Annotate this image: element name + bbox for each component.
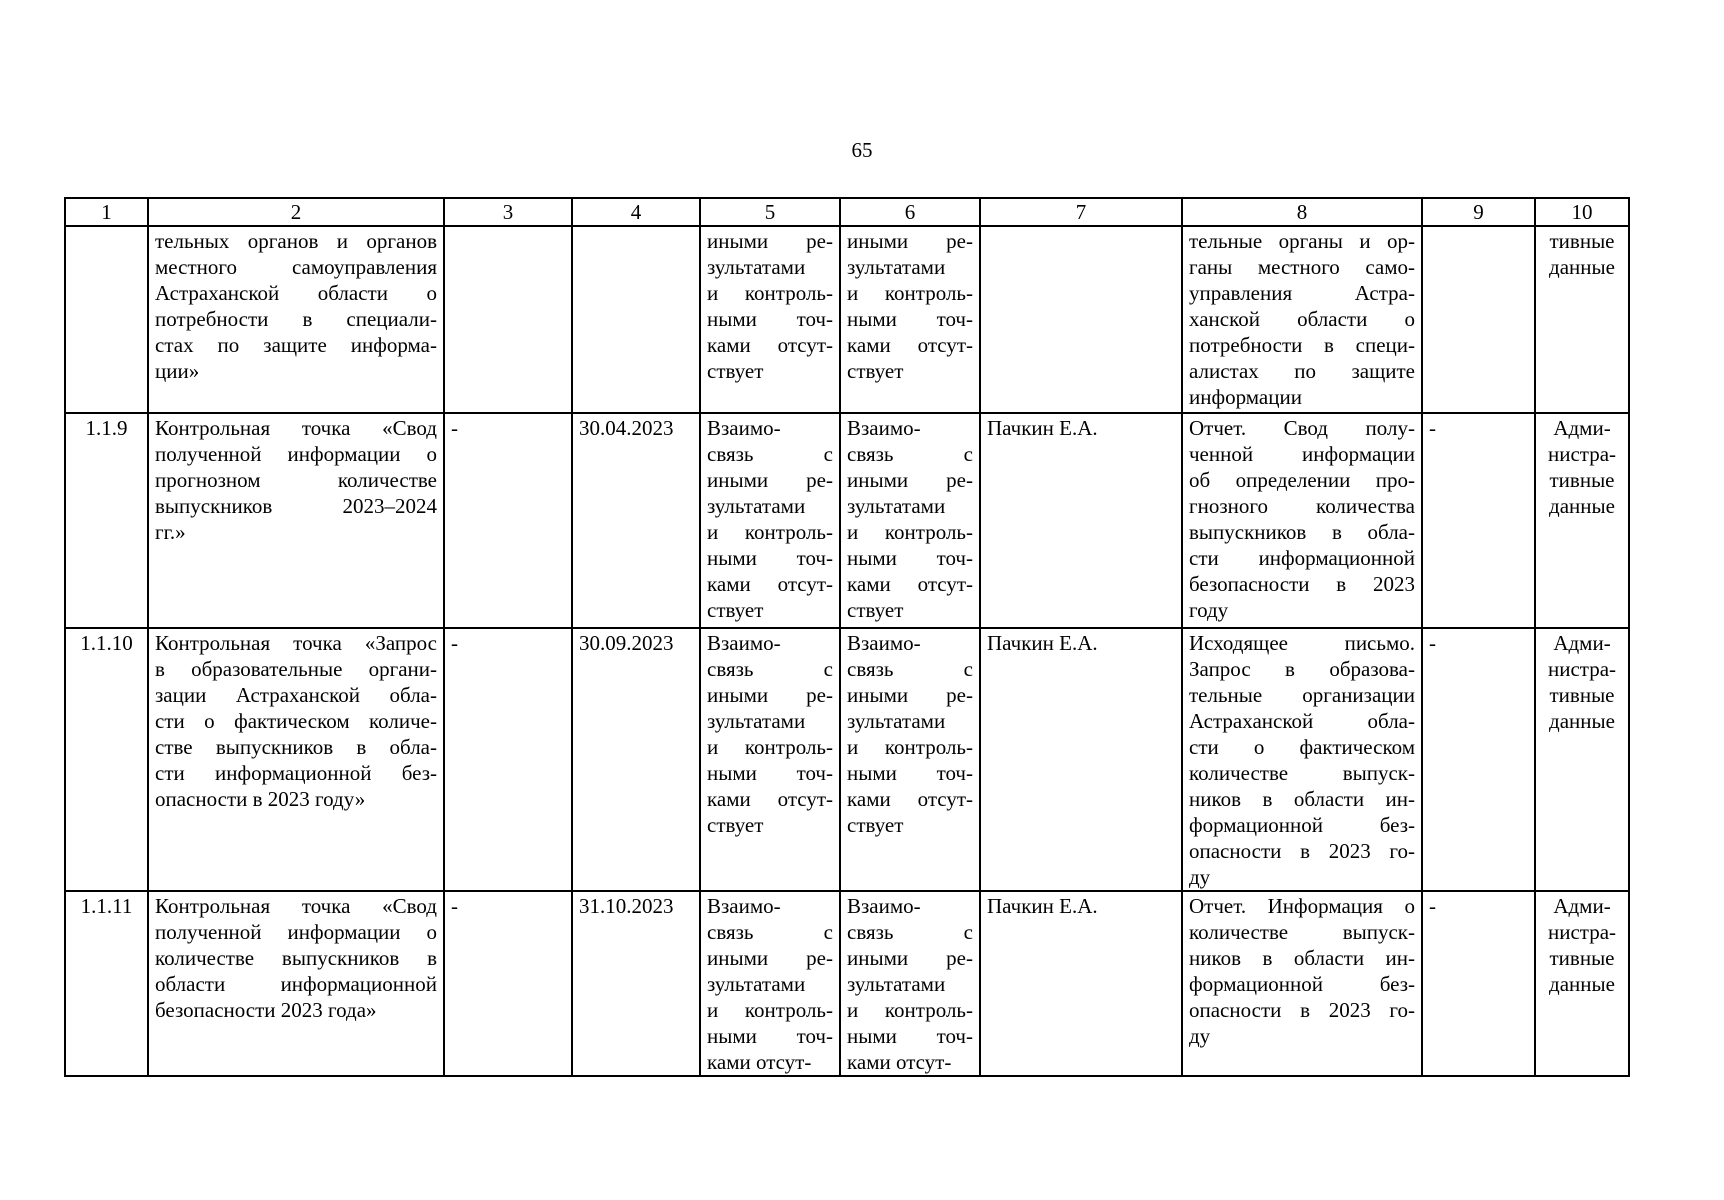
cell-text-line: тельные органы и ор- <box>1189 229 1415 253</box>
cell-text-line: ными точ- <box>847 1024 973 1048</box>
cell-text-line: связь с <box>707 442 833 466</box>
cell-text-line: стах по защите информа- <box>155 333 437 357</box>
cell-text-line: и контроль- <box>847 998 973 1022</box>
cell-text-line: Астраханской обла- <box>1189 709 1415 733</box>
page-number: 65 <box>851 138 873 162</box>
cell-text-line: ников в области ин- <box>1189 787 1415 811</box>
cell-text-line: Запрос в образова- <box>1189 657 1415 681</box>
column-9-cell: - <box>1422 891 1535 1076</box>
cell-text-line: тельных органов и органов <box>155 229 437 253</box>
cell-text-line: ными точ- <box>847 761 973 785</box>
item-number-cell: 1.1.10 <box>65 628 148 891</box>
cell-text-line: Взаимо- <box>847 416 921 440</box>
cell-text-line: Отчет. Информация о <box>1189 894 1415 918</box>
responsible-cell: Пачкин Е.А. <box>980 413 1182 628</box>
source-cell <box>1535 413 1629 628</box>
result-cell <box>1182 413 1422 628</box>
cell-text-line: тивные <box>1549 229 1615 253</box>
cell-text-line: количестве выпуск- <box>1189 761 1415 785</box>
cell-text-line: количестве выпускников в <box>155 946 437 970</box>
cell-text-line: связь с <box>707 657 833 681</box>
cell-text-line: иными ре- <box>847 468 973 492</box>
cell-text-line: Взаимо- <box>847 631 921 655</box>
cell-text-line: ками отсут- <box>707 333 833 357</box>
cell-text-line: тельные организации <box>1189 683 1415 707</box>
date-cell: 31.10.2023 <box>572 891 700 1076</box>
cell-text-line: алистах по защите <box>1189 359 1415 383</box>
item-name-cell <box>148 891 444 1076</box>
cell-text-line: и контроль- <box>707 998 833 1022</box>
column-9-cell: - <box>1422 628 1535 891</box>
cell-text-line: зультатами <box>847 494 946 518</box>
cell-text-line: иными ре- <box>847 229 973 253</box>
cell-text-line: местного самоуправления <box>155 255 437 279</box>
relation-cell <box>700 413 840 628</box>
cell-text-line: ствует <box>707 813 764 837</box>
column-header: 2 <box>148 198 444 226</box>
cell-text-line: формационной без- <box>1189 972 1415 996</box>
cell-text-line: Взаимо- <box>847 894 921 918</box>
cell-text-line: ганы местного само- <box>1189 255 1415 279</box>
column-header: 3 <box>444 198 572 226</box>
source-cell <box>1535 226 1629 413</box>
cell-text-line: ствует <box>847 598 904 622</box>
column-header: 10 <box>1535 198 1629 226</box>
item-number-cell: 1.1.9 <box>65 413 148 628</box>
cell-text-line: ченной информации <box>1189 442 1415 466</box>
cell-text-line: ствует <box>707 359 764 383</box>
cell-text-line: связь с <box>847 920 973 944</box>
cell-text-line: и контроль- <box>847 735 973 759</box>
cell-text-line: об определении про- <box>1189 468 1415 492</box>
relation-cell <box>840 891 980 1076</box>
cell-text-line: данные <box>1549 972 1615 996</box>
item-name-cell <box>148 628 444 891</box>
cell-text-line: ствует <box>847 813 904 837</box>
column-header: 9 <box>1422 198 1535 226</box>
cell-text-line: выпускников в обла- <box>1189 520 1415 544</box>
cell-text-line: Адми- <box>1553 631 1611 655</box>
column-header: 4 <box>572 198 700 226</box>
cell-text-line: иными ре- <box>707 468 833 492</box>
cell-text-line: выпускников 2023–2024 <box>155 494 437 518</box>
cell-text-line: тивные <box>1549 468 1615 492</box>
cell-text-line: ду <box>1189 1024 1211 1048</box>
column-3-cell <box>444 226 572 413</box>
cell-text-line: связь с <box>847 657 973 681</box>
cell-text-line: зультатами <box>707 972 806 996</box>
column-3-cell: - <box>444 628 572 891</box>
cell-text-line: области информационной <box>155 972 437 996</box>
column-9-cell: - <box>1422 413 1535 628</box>
cell-text-line: зультатами <box>707 709 806 733</box>
cell-text-line: иными ре- <box>707 229 833 253</box>
cell-text-line: тивные <box>1549 683 1615 707</box>
cell-text-line: иными ре- <box>847 946 973 970</box>
cell-text-line: сти о фактическом количе- <box>155 709 437 733</box>
cell-text-line: формационной без- <box>1189 813 1415 837</box>
cell-text-line: полученной информации о <box>155 920 437 944</box>
cell-text-line: Отчет. Свод полу- <box>1189 416 1415 440</box>
cell-text-line: ными точ- <box>847 307 973 331</box>
table-row <box>65 413 1629 628</box>
cell-text-line: Астраханской области о <box>155 281 437 305</box>
relation-cell <box>700 226 840 413</box>
item-number-cell: 1.1.11 <box>65 891 148 1076</box>
cell-text-line: ными точ- <box>707 307 833 331</box>
cell-text-line: зультатами <box>707 494 806 518</box>
cell-text-line: данные <box>1549 255 1615 279</box>
column-3-cell: - <box>444 891 572 1076</box>
cell-text-line: ции» <box>155 359 200 383</box>
result-cell <box>1182 628 1422 891</box>
cell-text-line: сти информационной без- <box>155 761 437 785</box>
cell-text-line: Контрольная точка «Свод <box>155 416 437 440</box>
cell-text-line: полученной информации о <box>155 442 437 466</box>
cell-text-line: ханской области о <box>1189 307 1415 331</box>
cell-text-line: и контроль- <box>707 281 833 305</box>
cell-text-line: ников в области ин- <box>1189 946 1415 970</box>
column-header: 8 <box>1182 198 1422 226</box>
cell-text-line: безопасности в 2023 <box>1189 572 1415 596</box>
cell-text-line: Контрольная точка «Свод <box>155 894 437 918</box>
cell-text-line: ствует <box>847 359 904 383</box>
cell-text-line: и контроль- <box>707 520 833 544</box>
cell-text-line: связь с <box>847 442 973 466</box>
cell-text-line: зации Астраханской обла- <box>155 683 437 707</box>
cell-text-line: ными точ- <box>707 546 833 570</box>
cell-text-line: ками отсут- <box>707 1050 812 1074</box>
column-header: 7 <box>980 198 1182 226</box>
relation-cell <box>700 891 840 1076</box>
cell-text-line: нистра- <box>1547 442 1617 466</box>
cell-text-line: сти о фактическом <box>1189 735 1415 759</box>
cell-text-line: информации <box>1189 385 1302 409</box>
cell-text-line: году <box>1189 598 1229 622</box>
cell-text-line: потребности в специали- <box>155 307 437 331</box>
relation-cell <box>700 628 840 891</box>
cell-text-line: Взаимо- <box>707 631 781 655</box>
cell-text-line: данные <box>1549 709 1615 733</box>
cell-text-line: тивные <box>1549 946 1615 970</box>
item-name-cell <box>148 413 444 628</box>
cell-text-line: Адми- <box>1553 416 1611 440</box>
item-number-cell <box>65 226 148 413</box>
cell-text-line: иными ре- <box>847 683 973 707</box>
result-cell <box>1182 226 1422 413</box>
cell-text-line: связь с <box>707 920 833 944</box>
table-row <box>65 226 1629 413</box>
column-header: 5 <box>700 198 840 226</box>
date-cell <box>572 226 700 413</box>
cell-text-line: ками отсут- <box>707 787 833 811</box>
cell-text-line: ками отсут- <box>847 787 973 811</box>
source-cell <box>1535 628 1629 891</box>
date-cell: 30.04.2023 <box>572 413 700 628</box>
cell-text-line: ками отсут- <box>847 572 973 596</box>
cell-text-line: Взаимо- <box>707 416 781 440</box>
relation-cell <box>840 413 980 628</box>
responsible-cell: Пачкин Е.А. <box>980 628 1182 891</box>
cell-text-line: нистра- <box>1547 920 1617 944</box>
plan-table <box>64 197 1630 1077</box>
source-cell <box>1535 891 1629 1076</box>
cell-text-line: ными точ- <box>847 546 973 570</box>
cell-text-line: ду <box>1189 865 1211 889</box>
relation-cell <box>840 628 980 891</box>
result-cell <box>1182 891 1422 1076</box>
cell-text-line: иными ре- <box>707 683 833 707</box>
cell-text-line: опасности в 2023 го- <box>1189 998 1415 1022</box>
date-cell: 30.09.2023 <box>572 628 700 891</box>
cell-text-line: стве выпускников в обла- <box>155 735 437 759</box>
cell-text-line: и контроль- <box>847 281 973 305</box>
table-header-row <box>65 198 1629 226</box>
cell-text-line: Взаимо- <box>707 894 781 918</box>
cell-text-line: безопасности 2023 года» <box>155 998 377 1022</box>
cell-text-line: ствует <box>707 598 764 622</box>
cell-text-line: гг.» <box>155 520 186 544</box>
cell-text-line: данные <box>1549 494 1615 518</box>
cell-text-line: Адми- <box>1553 894 1611 918</box>
cell-text-line: в образовательные органи- <box>155 657 437 681</box>
cell-text-line: опасности в 2023 го- <box>1189 839 1415 863</box>
cell-text-line: управления Астра- <box>1189 281 1415 305</box>
cell-text-line: зультатами <box>847 972 946 996</box>
cell-text-line: опасности в 2023 году» <box>155 787 366 811</box>
cell-text-line: Контрольная точка «Запрос <box>155 631 437 655</box>
cell-text-line: Исходящее письмо. <box>1189 631 1415 655</box>
cell-text-line: зультатами <box>847 709 946 733</box>
cell-text-line: и контроль- <box>707 735 833 759</box>
cell-text-line: зультатами <box>847 255 946 279</box>
cell-text-line: гнозного количества <box>1189 494 1415 518</box>
cell-text-line: потребности в специ- <box>1189 333 1415 357</box>
cell-text-line: ными точ- <box>707 1024 833 1048</box>
item-name-cell <box>148 226 444 413</box>
column-header: 1 <box>65 198 148 226</box>
cell-text-line: иными ре- <box>707 946 833 970</box>
cell-text-line: ными точ- <box>707 761 833 785</box>
cell-text-line: ками отсут- <box>707 572 833 596</box>
responsible-cell: Пачкин Е.А. <box>980 891 1182 1076</box>
cell-text-line: ками отсут- <box>847 1050 952 1074</box>
cell-text-line: нистра- <box>1547 657 1617 681</box>
table-row <box>65 628 1629 891</box>
column-header: 6 <box>840 198 980 226</box>
cell-text-line: количестве выпуск- <box>1189 920 1415 944</box>
cell-text-line: прогнозном количестве <box>155 468 437 492</box>
column-3-cell: - <box>444 413 572 628</box>
cell-text-line: и контроль- <box>847 520 973 544</box>
responsible-cell <box>980 226 1182 413</box>
cell-text-line: сти информационной <box>1189 546 1415 570</box>
cell-text-line: зультатами <box>707 255 806 279</box>
cell-text-line: ками отсут- <box>847 333 973 357</box>
table-row <box>65 891 1629 1076</box>
relation-cell <box>840 226 980 413</box>
column-9-cell <box>1422 226 1535 413</box>
